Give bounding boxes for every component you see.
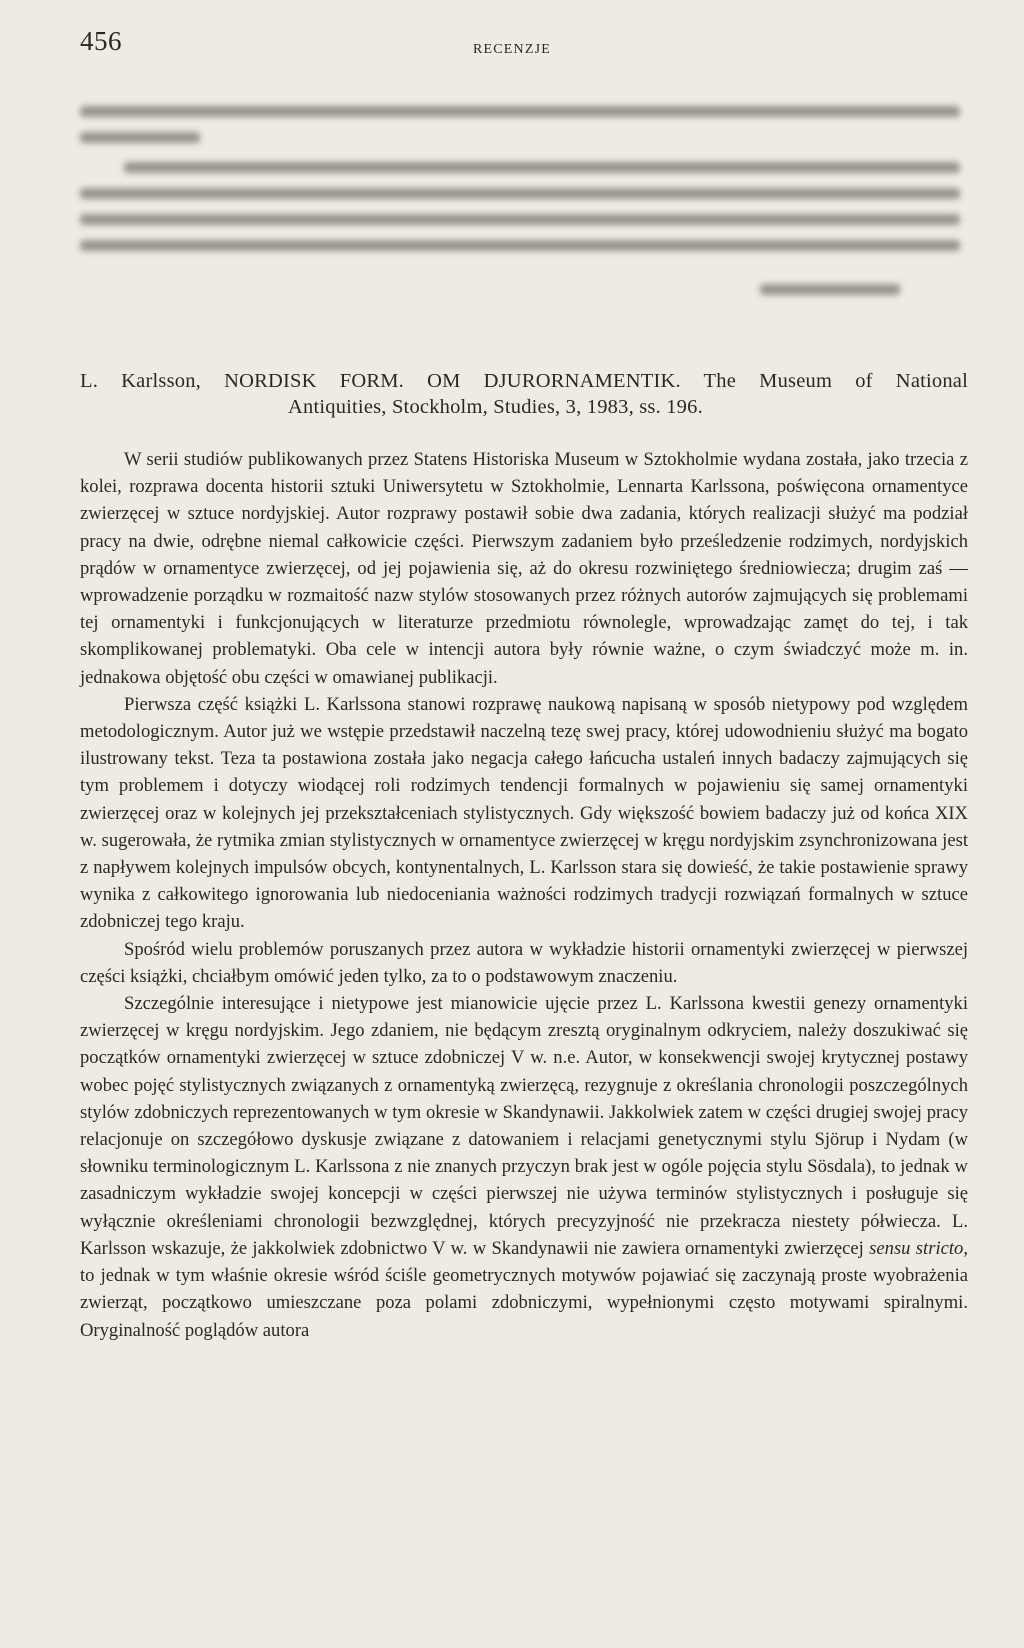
- paragraph-3: Spośród wielu problemów poruszanych przez autora w wykładzie historii ornamentyki zwierzęcej w pierwszej części książki, chciałbym omówić jeden tylko, za to o podstawowym znaczeniu.: [80, 938, 968, 987]
- review-header-line-1: L. Karlsson, NORDISK FORM. OM DJURORNAMENTIK. The Museum of National: [80, 370, 968, 392]
- blurred-text-region: [80, 100, 970, 310]
- review-header-line-2: Antiquities, Stockholm, Studies, 3, 1983, ss. 196.: [288, 396, 703, 418]
- paragraph-4-text-b: , to jednak w tym właśnie okresie wśród ściśle geometrycznych motywów pojawiać się zaczynają proste wyobrażenia zwierząt, początkowo umieszczane poza polami zdobniczymi, wypełnionymi często motywami spiralnymi. Oryginalność poglądów autora: [80, 1237, 968, 1341]
- paragraph-4-text-a: Szczególnie interesujące i nietypowe jest mianowicie ujęcie przez L. Karlssona kwestii genezy ornamentyki zwierzęcej w kręgu nordyjskim. Jego zdaniem, nie będącym zresztą oryginalnym odkryciem, należy doszukiwać się początków ornamentyki zwierzęcej w sztuce zdobniczej V w. n.e. Autor, w konsekwencji swojej krytycznej postawy wobec pojęć stylistycznych związanych z ornamentyką zwierzęcą, rezygnuje z określania chronologii poszczególnych stylów zdobniczych reprezentowanych w tym okresie w Skandynawii. Jakkolwiek zatem w części drugiej swojej pracy relacjonuje on szczegółowo dyskusje związane z datowaniem i relacjami genetycznymi stylu Sjörup i Nydam (w słowniku terminologicznym L. Karlssona z nie znanych przyczyn brak jest w ogóle pojęcia stylu Sösdala), to jednak w zasadniczym wykładzie swojej koncepcji w części pierwszej nie używa terminów stylistycznych i posługuje się wyłącznie określeniami chronologii bezwzględnej, których precyzyjność nie przekracza niestety półwiecza. L. Karlsson wskazuje, że jakkolwiek zdobnictwo V w. w Skandynawii nie zawiera ornamentyki zwierzęcej: [80, 993, 968, 1259]
- paragraph-4: [80, 990, 968, 1344]
- running-head: RECENZJE: [472, 42, 552, 57]
- review-bibliographic-header: [80, 368, 968, 420]
- latin-term-sensu-stricto: sensu stricto: [869, 1237, 964, 1259]
- review-body: [80, 446, 968, 1344]
- page-number: 456: [80, 26, 122, 56]
- paragraph-1: W serii studiów publikowanych przez Statens Historiska Museum w Sztokholmie wydana została, jako trzecia z kolei, rozprawa docenta historii sztuki Uniwersytetu w Sztokholmie, Lennarta Karlssona, poświęcona ornamentyce zwierzęcej w sztuce nordyjskiej. Autor rozprawy postawił sobie dwa zadania, których realizacji służyć ma podział pracy na dwie, odrębne niemal całkowicie części. Pierwszym zadaniem było prześledzenie rodzimych, nordyjskich prądów w ornamentyce zwierzęcej, od jej pojawienia się, aż do okresu rozwiniętego średniowiecza; drugim zaś — wprowadzenie porządku w rozmaitość nazw stylów stosowanych przez różnych autorów zajmujących się problemami tej ornamentyki i funkcjonujących w literaturze przedmiotu równolegle, wprowadzając zamęt do tej, i tak skomplikowanej problematyki. Oba cele w intencji autora były równie ważne, o czym świadczyć może m. in. jednakowa objętość obu części w omawianej publikacji.: [80, 449, 968, 688]
- paragraph-2: Pierwsza część książki L. Karlssona stanowi rozprawę naukową napisaną w sposób nietypowy pod względem metodologicznym. Autor już we wstępie przedstawił naczelną tezę swej pracy, której udowodnieniu służyć ma bogato ilustrowany tekst. Teza ta postawiona została jako negacja całego łańcucha ustaleń innych badaczy zajmujących się tym problemem i dotyczy wiodącej roli rodzimych tendencji formalnych w pojawieniu się samej ornamentyki zwierzęcej oraz w kolejnych jej przekształceniach stylistycznych. Gdy większość bowiem badaczy już od końca XIX w. sugerowała, że rytmika zmian stylistycznych w ornamentyce zwierzęcej w kręgu nordyjskim zsynchronizowana jest z napływem kolejnych impulsów obcych, kontynentalnych, L. Karlsson stara się dowieść, że takie postawienie sprawy wynika z całkowitego ignorowania lub niedoceniania ważności rodzimych tradycji rozwiązań formalnych w sztuce zdobniczej tego kraju.: [80, 693, 968, 933]
